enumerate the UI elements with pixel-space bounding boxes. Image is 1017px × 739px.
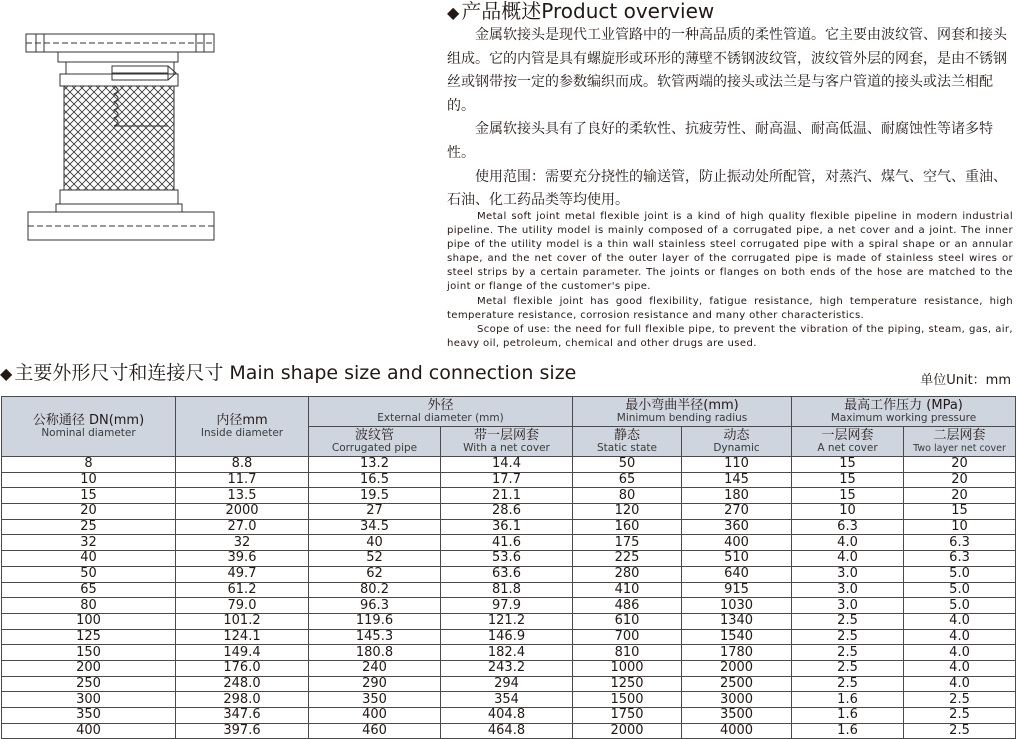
cell-with-net-cover: 243.2 (441, 660, 573, 676)
cell-static-radius: 1000 (573, 660, 682, 676)
cell-two-layer-pressure: 5.0 (904, 598, 1016, 614)
cell-with-net-cover: 404.8 (441, 708, 573, 724)
cell-with-net-cover: 63.6 (441, 566, 573, 582)
cell-corrugated-pipe: 80.2 (309, 582, 441, 598)
header-cn: 带一层网套 (473, 428, 539, 443)
cell-two-layer-pressure: 10 (904, 519, 1016, 535)
cell-two-layer-pressure: 4.0 (904, 676, 1016, 692)
header-en: Maximum working pressure (830, 412, 977, 424)
table-row (2, 598, 1016, 614)
table-row (2, 629, 1016, 645)
cell-inside-diameter: 61.2 (176, 582, 309, 598)
cell-nominal-diameter: 25 (2, 519, 176, 535)
size-table (1, 396, 1016, 739)
cell-corrugated-pipe: 400 (309, 708, 441, 724)
cell-static-radius: 810 (573, 645, 682, 661)
cell-corrugated-pipe: 180.8 (309, 645, 441, 661)
cell-with-net-cover: 21.1 (441, 488, 573, 504)
cell-inside-diameter: 2000 (176, 504, 309, 520)
cell-static-radius: 410 (573, 582, 682, 598)
header-two-layer-net (904, 427, 1016, 457)
header-cn: 一层网套 (821, 428, 874, 443)
overview-en-paragraph: Metal soft joint metal flexible joint is a kind of high quality flexible pipeline in modern industrial pipeline. The utility model is mainly composed of a corrugated pipe, a net cover and a joint. The inner pipe of the utility model is a thin wall stainless steel corrugated pipe with a spiral shape or an annular shape, and the net cover of the outer layer of the corrugated pipe is made of stainless steel wires or steel strips by a certain parameter. The joints or flanges on both ends of the hose are matched to the joint or flange of the customer's pipe. (447, 211, 1013, 293)
cell-inside-diameter: 101.2 (176, 613, 309, 629)
cell-with-net-cover: 28.6 (441, 504, 573, 520)
table-row (2, 504, 1016, 520)
cell-with-net-cover: 182.4 (441, 645, 573, 661)
table-row (2, 676, 1016, 692)
header-en: A net cover (817, 442, 878, 454)
table-row (2, 582, 1016, 598)
cell-inside-diameter: 32 (176, 535, 309, 551)
cell-nominal-diameter: 15 (2, 488, 176, 504)
cell-one-layer-pressure: 3.0 (792, 566, 904, 582)
header-with-net-cover (441, 427, 573, 457)
cell-dynamic-radius: 1340 (682, 613, 792, 629)
cell-with-net-cover: 97.9 (441, 598, 573, 614)
cell-one-layer-pressure: 2.5 (792, 660, 904, 676)
header-working-pressure (792, 397, 1016, 427)
overview-cn-paragraph: 金属软接头是现代工业管路中的一种高品质的柔性管道。它主要由波纹管、网套和接头组成。它的内管是具有螺旋形或环形的薄壁不锈钢波纹管，波纹管外层的网套，是由不锈钢丝或钢带按一定的参数编织而成。软管两端的接头或法兰是与客户管道的接头或法兰相配的。 (447, 27, 1007, 114)
size-table-body (2, 457, 1016, 739)
cell-inside-diameter: 8.8 (176, 457, 309, 473)
cell-corrugated-pipe: 52 (309, 551, 441, 567)
cell-corrugated-pipe: 27 (309, 504, 441, 520)
cell-two-layer-pressure: 20 (904, 488, 1016, 504)
overview-english-text (447, 210, 1013, 351)
cell-two-layer-pressure: 2.5 (904, 723, 1016, 739)
cell-two-layer-pressure: 20 (904, 457, 1016, 473)
cell-dynamic-radius: 400 (682, 535, 792, 551)
cell-with-net-cover: 17.7 (441, 472, 573, 488)
cell-dynamic-radius: 360 (682, 519, 792, 535)
cell-inside-diameter: 248.0 (176, 676, 309, 692)
header-corrugated-pipe (309, 427, 441, 457)
cell-two-layer-pressure: 6.3 (904, 551, 1016, 567)
table-row (2, 708, 1016, 724)
cell-one-layer-pressure: 1.6 (792, 708, 904, 724)
cell-dynamic-radius: 640 (682, 566, 792, 582)
header-cn: 二层网套 (933, 428, 986, 443)
cell-dynamic-radius: 110 (682, 457, 792, 473)
cell-corrugated-pipe: 119.6 (309, 613, 441, 629)
cell-inside-diameter: 79.0 (176, 598, 309, 614)
cell-dynamic-radius: 1030 (682, 598, 792, 614)
cell-nominal-diameter: 150 (2, 645, 176, 661)
cell-dynamic-radius: 3000 (682, 692, 792, 708)
cell-nominal-diameter: 50 (2, 566, 176, 582)
diamond-bullet-icon: ◆ (447, 3, 460, 22)
header-dynamic (682, 427, 792, 457)
cell-one-layer-pressure: 2.5 (792, 676, 904, 692)
overview-cn-paragraph: 金属软接头具有了良好的柔软性、抗疲劳性、耐高温、耐高低温、耐腐蚀性等诸多特性。 (447, 121, 993, 161)
table-row (2, 660, 1016, 676)
cell-with-net-cover: 354 (441, 692, 573, 708)
cell-nominal-diameter: 100 (2, 613, 176, 629)
cell-dynamic-radius: 4000 (682, 723, 792, 739)
header-cn: 最高工作压力 (MPa) (844, 398, 963, 413)
cell-two-layer-pressure: 6.3 (904, 535, 1016, 551)
cell-corrugated-pipe: 145.3 (309, 629, 441, 645)
cell-nominal-diameter: 32 (2, 535, 176, 551)
header-cn: 静态 (613, 428, 640, 443)
cell-static-radius: 486 (573, 598, 682, 614)
cell-dynamic-radius: 270 (682, 504, 792, 520)
cell-two-layer-pressure: 2.5 (904, 692, 1016, 708)
cell-with-net-cover: 36.1 (441, 519, 573, 535)
cell-static-radius: 1250 (573, 676, 682, 692)
cell-corrugated-pipe: 96.3 (309, 598, 441, 614)
cell-two-layer-pressure: 5.0 (904, 566, 1016, 582)
cell-corrugated-pipe: 460 (309, 723, 441, 739)
cell-dynamic-radius: 2500 (682, 676, 792, 692)
table-row (2, 566, 1016, 582)
cell-dynamic-radius: 510 (682, 551, 792, 567)
header-en: External diameter (mm) (377, 412, 504, 424)
header-cn: 波纹管 (354, 428, 394, 443)
header-cn: 最小弯曲半径(mm) (625, 398, 739, 413)
cell-dynamic-radius: 180 (682, 488, 792, 504)
header-en: Dynamic (713, 442, 760, 454)
header-one-layer-net (792, 427, 904, 457)
cell-corrugated-pipe: 290 (309, 676, 441, 692)
cell-nominal-diameter: 250 (2, 676, 176, 692)
table-row (2, 613, 1016, 629)
table-row (2, 472, 1016, 488)
cell-one-layer-pressure: 2.5 (792, 613, 904, 629)
cell-inside-diameter: 124.1 (176, 629, 309, 645)
cell-two-layer-pressure: 20 (904, 472, 1016, 488)
header-en: Inside diameter (200, 427, 284, 439)
cell-corrugated-pipe: 62 (309, 566, 441, 582)
table-row (2, 645, 1016, 661)
cell-two-layer-pressure: 4.0 (904, 629, 1016, 645)
cell-inside-diameter: 347.6 (176, 708, 309, 724)
cell-static-radius: 175 (573, 535, 682, 551)
cell-two-layer-pressure: 2.5 (904, 708, 1016, 724)
cell-with-net-cover: 121.2 (441, 613, 573, 629)
cell-two-layer-pressure: 15 (904, 504, 1016, 520)
cell-static-radius: 700 (573, 629, 682, 645)
cell-one-layer-pressure: 6.3 (792, 519, 904, 535)
cell-static-radius: 1750 (573, 708, 682, 724)
cell-nominal-diameter: 350 (2, 708, 176, 724)
cell-inside-diameter: 176.0 (176, 660, 309, 676)
overview-cn-paragraph: 使用范围：需要充分挠性的输送管，防止振动处所配管，对蒸汽、煤气、空气、重油、石油、化工药品类等均使用。 (447, 168, 1007, 209)
cell-nominal-diameter: 10 (2, 472, 176, 488)
header-static-state (573, 427, 682, 457)
cell-inside-diameter: 27.0 (176, 519, 309, 535)
table-row (2, 457, 1016, 473)
diamond-bullet-icon: ◆ (0, 364, 13, 383)
cell-one-layer-pressure: 15 (792, 457, 904, 473)
cell-dynamic-radius: 1540 (682, 629, 792, 645)
cell-static-radius: 280 (573, 566, 682, 582)
cell-one-layer-pressure: 2.5 (792, 645, 904, 661)
cell-inside-diameter: 397.6 (176, 723, 309, 739)
table-heading (0, 360, 576, 387)
cell-one-layer-pressure: 1.6 (792, 692, 904, 708)
cell-two-layer-pressure: 4.0 (904, 613, 1016, 629)
table-row (2, 519, 1016, 535)
cell-nominal-diameter: 8 (2, 457, 176, 473)
cell-inside-diameter: 11.7 (176, 472, 309, 488)
cell-one-layer-pressure: 2.5 (792, 629, 904, 645)
cell-nominal-diameter: 200 (2, 660, 176, 676)
cell-inside-diameter: 49.7 (176, 566, 309, 582)
cell-inside-diameter: 298.0 (176, 692, 309, 708)
cell-one-layer-pressure: 4.0 (792, 551, 904, 567)
cell-nominal-diameter: 400 (2, 723, 176, 739)
cell-static-radius: 80 (573, 488, 682, 504)
cell-two-layer-pressure: 4.0 (904, 660, 1016, 676)
cell-two-layer-pressure: 5.0 (904, 582, 1016, 598)
cell-with-net-cover: 41.6 (441, 535, 573, 551)
header-en: Nominal diameter (41, 427, 136, 439)
cell-with-net-cover: 146.9 (441, 629, 573, 645)
overview-chinese-text (447, 24, 1013, 213)
header-cn: 公称通径 DN(mm) (32, 413, 145, 428)
cell-corrugated-pipe: 13.2 (309, 457, 441, 473)
cell-nominal-diameter: 80 (2, 598, 176, 614)
cell-inside-diameter: 39.6 (176, 551, 309, 567)
cell-inside-diameter: 149.4 (176, 645, 309, 661)
header-bending-radius (573, 397, 792, 427)
table-row (2, 488, 1016, 504)
cell-one-layer-pressure: 15 (792, 472, 904, 488)
cell-nominal-diameter: 125 (2, 629, 176, 645)
cell-static-radius: 65 (573, 472, 682, 488)
cell-static-radius: 1500 (573, 692, 682, 708)
cell-nominal-diameter: 65 (2, 582, 176, 598)
header-external-diameter (309, 397, 573, 427)
table-row (2, 535, 1016, 551)
cell-inside-diameter: 13.5 (176, 488, 309, 504)
header-en: Two layer net cover (913, 443, 1006, 454)
cell-one-layer-pressure: 3.0 (792, 582, 904, 598)
cell-dynamic-radius: 1780 (682, 645, 792, 661)
header-cn: 动态 (723, 428, 750, 443)
overview-heading (447, 0, 714, 24)
table-row (2, 692, 1016, 708)
cell-dynamic-radius: 2000 (682, 660, 792, 676)
overview-title: 产品概述Product overview (461, 0, 715, 23)
cell-with-net-cover: 81.8 (441, 582, 573, 598)
unit-label: 单位Unit：mm (920, 373, 1011, 388)
cell-dynamic-radius: 3500 (682, 708, 792, 724)
cell-static-radius: 50 (573, 457, 682, 473)
cell-corrugated-pipe: 19.5 (309, 488, 441, 504)
cell-with-net-cover: 14.4 (441, 457, 573, 473)
cell-one-layer-pressure: 3.0 (792, 598, 904, 614)
cell-with-net-cover: 53.6 (441, 551, 573, 567)
cell-corrugated-pipe: 240 (309, 660, 441, 676)
cell-one-layer-pressure: 10 (792, 504, 904, 520)
cell-corrugated-pipe: 34.5 (309, 519, 441, 535)
header-en: With a net cover (463, 442, 550, 454)
header-cn: 外径 (427, 398, 454, 413)
header-en: Static state (597, 442, 657, 454)
table-row (2, 723, 1016, 739)
cell-with-net-cover: 464.8 (441, 723, 573, 739)
table-row (2, 551, 1016, 567)
cell-dynamic-radius: 915 (682, 582, 792, 598)
cell-one-layer-pressure: 1.6 (792, 723, 904, 739)
cell-corrugated-pipe: 16.5 (309, 472, 441, 488)
header-en: Corrugated pipe (331, 442, 418, 454)
cell-static-radius: 120 (573, 504, 682, 520)
cell-nominal-diameter: 20 (2, 504, 176, 520)
cell-with-net-cover: 294 (441, 676, 573, 692)
header-nominal-diameter (2, 397, 176, 457)
overview-en-paragraph: Scope of use: the need for full flexible pipe, to prevent the vibration of the piping, steam, gas, air, heavy oil, petroleum, chemical and other drugs are used. (447, 323, 1013, 349)
cell-static-radius: 225 (573, 551, 682, 567)
cell-static-radius: 610 (573, 613, 682, 629)
cell-nominal-diameter: 300 (2, 692, 176, 708)
cell-corrugated-pipe: 350 (309, 692, 441, 708)
cell-one-layer-pressure: 15 (792, 488, 904, 504)
cell-two-layer-pressure: 4.0 (904, 645, 1016, 661)
cell-corrugated-pipe: 40 (309, 535, 441, 551)
table-title: 主要外形尺寸和连接尺寸 Main shape size and connection size (14, 362, 577, 384)
product-drawing (18, 24, 220, 248)
header-cn: 内径mm (216, 413, 268, 428)
header-en: Minimum bending radius (616, 412, 748, 424)
cell-one-layer-pressure: 4.0 (792, 535, 904, 551)
header-inside-diameter (176, 397, 309, 457)
overview-en-paragraph: Metal flexible joint has good flexibility, fatigue resistance, high temperature resistance, high temperature resistance, corrosion resistance and many other characteristics. (447, 295, 1013, 321)
cell-static-radius: 160 (573, 519, 682, 535)
cell-static-radius: 2000 (573, 723, 682, 739)
cell-dynamic-radius: 145 (682, 472, 792, 488)
cell-nominal-diameter: 40 (2, 551, 176, 567)
